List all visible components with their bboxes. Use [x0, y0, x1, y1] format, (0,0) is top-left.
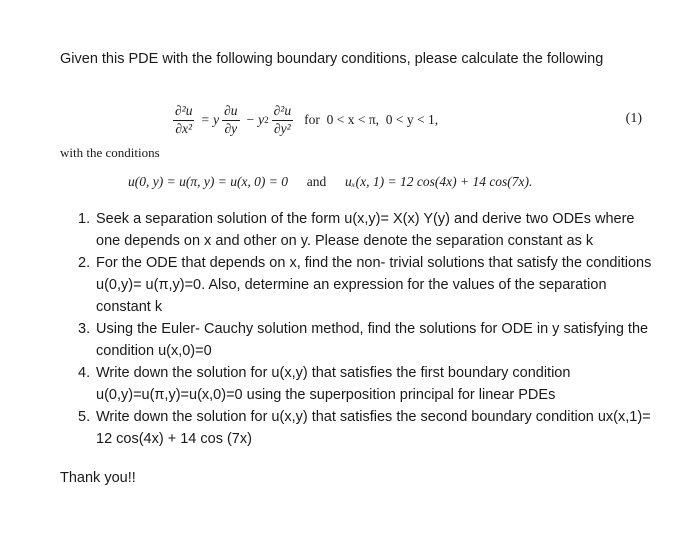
list-item — [78, 318, 658, 362]
item-number: 5. — [78, 409, 91, 425]
condition-1: u(0, y) = u(π, y) = u(x, 0) = 0 — [128, 174, 289, 189]
lhs-numerator: ∂²u — [173, 104, 194, 120]
item-number: 4. — [78, 365, 91, 381]
boundary-conditions — [128, 174, 532, 190]
item-number: 1. — [78, 211, 91, 227]
equation-domain: for 0 < x < π, 0 < y < 1, — [304, 112, 439, 127]
equals-sign: = — [201, 112, 210, 127]
item-text: Write down the solution for u(x,y) that satisfies the second boundary condition ux(x,1)= 12 cos(4x) + 14 cos (7x) — [96, 409, 651, 447]
pde-equation — [170, 96, 438, 144]
condition-2: uₓ(x, 1) = 12 cos(4x) + 14 cos(7x). — [345, 174, 533, 189]
term2-numerator: ∂²u — [272, 104, 293, 120]
closing-text: Thank you!! — [60, 470, 136, 486]
list-item — [78, 362, 658, 406]
list-item — [78, 406, 658, 450]
item-text: Using the Euler- Cauchy solution method, find the solutions for ODE in y satisfying the condition u(x,0)=0 — [96, 321, 649, 359]
coefficient-y: y — [213, 112, 220, 127]
item-number: 3. — [78, 321, 91, 337]
list-item — [78, 252, 658, 318]
fraction-d2u-dy2 — [272, 104, 293, 135]
term1-numerator: ∂u — [222, 104, 239, 120]
lhs-denominator: ∂x² — [175, 120, 193, 136]
equation-number: (1) — [625, 111, 642, 126]
fraction-du-dy — [222, 104, 239, 135]
conditions-label: with the conditions — [60, 145, 160, 160]
conditions-and: and — [306, 174, 327, 189]
coefficient-y-squared: y — [258, 112, 265, 127]
item-text: For the ODE that depends on x, find the non- trivial solutions that satisfy the conditions u(0,y)= u(π,y)=0. Also, determine an expression for the values of the separation constant k — [96, 255, 652, 315]
minus-sign: − — [246, 112, 255, 127]
exponent-2: 2 — [264, 115, 269, 125]
term1-denominator: ∂y — [224, 120, 238, 136]
question-list — [78, 208, 658, 450]
term2-denominator: ∂y² — [274, 120, 291, 136]
fraction-d2u-dx2 — [173, 104, 194, 135]
list-item — [78, 208, 658, 252]
item-number: 2. — [78, 255, 91, 271]
item-text: Write down the solution for u(x,y) that satisfies the first boundary condition u(0,y)=u(π,y)=u(x,0)=0 using the superposition principal for linear PDEs — [96, 365, 571, 403]
item-text: Seek a separation solution of the form u(x,y)= X(x) Y(y) and derive two ODEs where one depends on x and other on y. Please denote the separation constant as k — [96, 211, 635, 249]
intro-text: Given this PDE with the following boundary conditions, please calculate the following — [60, 51, 604, 67]
